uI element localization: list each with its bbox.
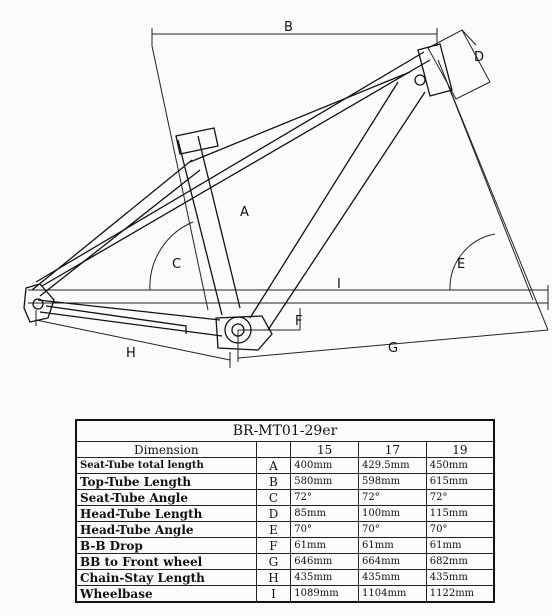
row-name: Seat-Tube Angle — [76, 490, 256, 506]
row-value-17: 100mm — [359, 506, 427, 522]
row-value-15: 85mm — [291, 506, 359, 522]
label-e: E — [457, 257, 466, 272]
row-value-19: 435mm — [426, 570, 494, 586]
row-value-15: 1089mm — [291, 586, 359, 603]
label-h: H — [126, 346, 136, 361]
header-size-17: 17 — [359, 442, 427, 458]
row-value-19: 61mm — [426, 538, 494, 554]
label-a: A — [240, 205, 249, 220]
row-code: A — [256, 458, 291, 474]
row-name: Head-Tube Length — [76, 506, 256, 522]
table-row — [76, 506, 494, 522]
row-value-17: 435mm — [359, 570, 427, 586]
row-value-19: 70° — [426, 522, 494, 538]
label-b: B — [284, 20, 293, 35]
row-value-15: 70° — [291, 522, 359, 538]
table-row — [76, 474, 494, 490]
row-value-15: 435mm — [291, 570, 359, 586]
header-size-19: 19 — [426, 442, 494, 458]
row-name: Seat-Tube total length — [76, 458, 256, 474]
header-blank — [256, 442, 291, 458]
label-c: C — [172, 257, 182, 272]
table-row — [76, 522, 494, 538]
label-g: G — [388, 341, 399, 356]
row-name: BB to Front wheel — [76, 554, 256, 570]
label-i: I — [337, 277, 341, 292]
row-code: C — [256, 490, 291, 506]
row-value-19: 1122mm — [426, 586, 494, 603]
row-name: Chain-Stay Length — [76, 570, 256, 586]
table-row — [76, 458, 494, 474]
row-value-17: 598mm — [359, 474, 427, 490]
table-row — [76, 554, 494, 570]
row-code: D — [256, 506, 291, 522]
row-value-15: 61mm — [291, 538, 359, 554]
row-value-19: 682mm — [426, 554, 494, 570]
row-name: Wheelbase — [76, 586, 256, 603]
row-code: H — [256, 570, 291, 586]
row-value-19: 72° — [426, 490, 494, 506]
row-value-15: 580mm — [291, 474, 359, 490]
row-value-17: 61mm — [359, 538, 427, 554]
row-value-19: 615mm — [426, 474, 494, 490]
row-code: G — [256, 554, 291, 570]
row-name: Head-Tube Angle — [76, 522, 256, 538]
row-code: B — [256, 474, 291, 490]
row-value-17: 664mm — [359, 554, 427, 570]
row-code: E — [256, 522, 291, 538]
row-code: F — [256, 538, 291, 554]
row-value-19: 450mm — [426, 458, 494, 474]
table-row — [76, 538, 494, 554]
dimension-f-line — [238, 308, 303, 330]
row-value-15: 72° — [291, 490, 359, 506]
row-value-15: 400mm — [291, 458, 359, 474]
row-value-17: 72° — [359, 490, 427, 506]
row-name: Top-Tube Length — [76, 474, 256, 490]
row-value-15: 646mm — [291, 554, 359, 570]
table-title: BR-MT01-29er — [76, 420, 494, 442]
header-dimension: Dimension — [76, 442, 256, 458]
row-value-19: 115mm — [426, 506, 494, 522]
row-name: B-B Drop — [76, 538, 256, 554]
row-code: I — [256, 586, 291, 603]
table-row — [76, 586, 494, 603]
header-size-15: 15 — [291, 442, 359, 458]
geometry-spec-table — [75, 419, 495, 603]
row-value-17: 70° — [359, 522, 427, 538]
row-value-17: 429.5mm — [359, 458, 427, 474]
label-f: F — [295, 314, 303, 329]
row-value-17: 1104mm — [359, 586, 427, 603]
label-d: D — [474, 50, 485, 65]
bike-frame — [24, 44, 452, 350]
table-row — [76, 490, 494, 506]
table-row — [76, 570, 494, 586]
dimension-i-line — [28, 285, 548, 310]
angle-c-arc — [150, 222, 193, 290]
